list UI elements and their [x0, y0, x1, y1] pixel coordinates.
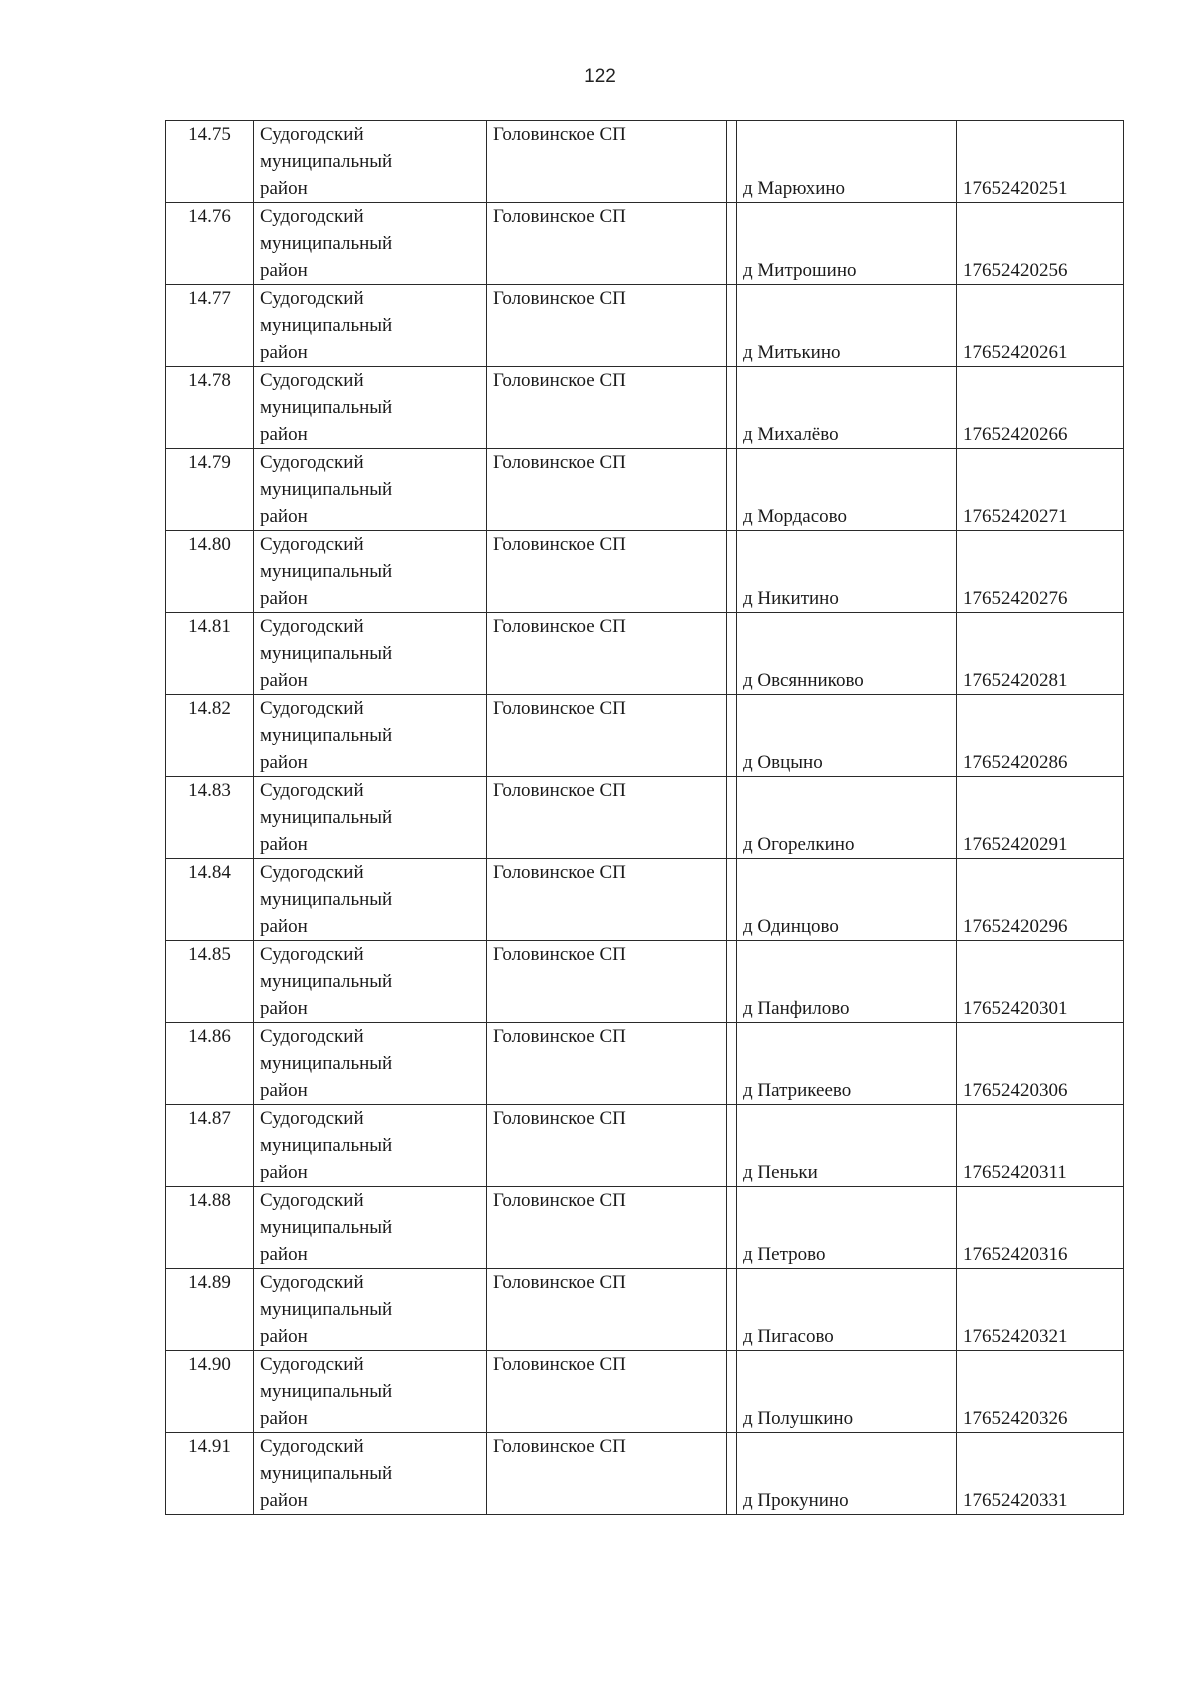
- district-cell: [254, 1269, 487, 1351]
- settlement-cell: Головинское СП: [487, 1105, 727, 1187]
- oktmo-code-cell: 17652420326: [957, 1351, 1124, 1433]
- district-line: Судогодский: [260, 616, 364, 637]
- settlement-cell: Головинское СП: [487, 1433, 727, 1515]
- table-row: [166, 531, 1124, 613]
- column-gap: [727, 1023, 737, 1105]
- table-row: [166, 613, 1124, 695]
- table-row: [166, 859, 1124, 941]
- settlement-cell: Головинское СП: [487, 367, 727, 449]
- row-number: 14.86: [166, 1023, 254, 1105]
- table-row: [166, 1023, 1124, 1105]
- district-line: район: [260, 260, 308, 281]
- district-line: Судогодский: [260, 944, 364, 965]
- district-line: район: [260, 1490, 308, 1511]
- district-line: Судогодский: [260, 1026, 364, 1047]
- district-line: район: [260, 1408, 308, 1429]
- district-line: район: [260, 1244, 308, 1265]
- district-line: муниципальный: [260, 725, 393, 746]
- table-row: [166, 285, 1124, 367]
- district-line: муниципальный: [260, 971, 393, 992]
- row-number: 14.85: [166, 941, 254, 1023]
- oktmo-code-cell: 17652420296: [957, 859, 1124, 941]
- row-number: 14.91: [166, 1433, 254, 1515]
- oktmo-code-cell: 17652420311: [957, 1105, 1124, 1187]
- row-number: 14.75: [166, 121, 254, 203]
- locality-cell: д Пигасово: [737, 1269, 957, 1351]
- table-row: [166, 1351, 1124, 1433]
- district-line: Судогодский: [260, 206, 364, 227]
- district-line: район: [260, 998, 308, 1019]
- page-number: 122: [584, 66, 616, 87]
- district-line: район: [260, 424, 308, 445]
- settlement-cell: Головинское СП: [487, 777, 727, 859]
- locality-cell: д Огорелкино: [737, 777, 957, 859]
- locality-cell: д Овсянниково: [737, 613, 957, 695]
- settlement-cell: Головинское СП: [487, 285, 727, 367]
- locality-cell: д Михалёво: [737, 367, 957, 449]
- oktmo-code-cell: 17652420251: [957, 121, 1124, 203]
- locality-cell: д Овцыно: [737, 695, 957, 777]
- district-line: Судогодский: [260, 1436, 364, 1457]
- oktmo-code-cell: 17652420321: [957, 1269, 1124, 1351]
- table-row: [166, 121, 1124, 203]
- district-line: Судогодский: [260, 780, 364, 801]
- column-gap: [727, 613, 737, 695]
- oktmo-code-cell: 17652420306: [957, 1023, 1124, 1105]
- table-row: [166, 367, 1124, 449]
- locality-cell: д Одинцово: [737, 859, 957, 941]
- column-gap: [727, 1105, 737, 1187]
- district-line: муниципальный: [260, 1463, 393, 1484]
- settlement-cell: Головинское СП: [487, 941, 727, 1023]
- district-line: Судогодский: [260, 452, 364, 473]
- row-number: 14.88: [166, 1187, 254, 1269]
- table-row: [166, 777, 1124, 859]
- locality-cell: д Никитино: [737, 531, 957, 613]
- row-number: 14.82: [166, 695, 254, 777]
- district-line: Судогодский: [260, 370, 364, 391]
- row-number: 14.87: [166, 1105, 254, 1187]
- table-row: [166, 941, 1124, 1023]
- settlement-cell: Головинское СП: [487, 1023, 727, 1105]
- column-gap: [727, 1351, 737, 1433]
- district-cell: [254, 859, 487, 941]
- district-line: муниципальный: [260, 1381, 393, 1402]
- column-gap: [727, 203, 737, 285]
- settlement-cell: Головинское СП: [487, 121, 727, 203]
- district-line: муниципальный: [260, 1135, 393, 1156]
- row-number: 14.89: [166, 1269, 254, 1351]
- oktmo-code-cell: 17652420291: [957, 777, 1124, 859]
- district-cell: [254, 121, 487, 203]
- district-line: район: [260, 342, 308, 363]
- locality-cell: д Прокунино: [737, 1433, 957, 1515]
- district-cell: [254, 203, 487, 285]
- locality-cell: д Панфилово: [737, 941, 957, 1023]
- settlement-cell: Головинское СП: [487, 203, 727, 285]
- district-line: муниципальный: [260, 643, 393, 664]
- district-line: район: [260, 178, 308, 199]
- settlement-cell: Головинское СП: [487, 695, 727, 777]
- district-line: Судогодский: [260, 1108, 364, 1129]
- district-line: муниципальный: [260, 889, 393, 910]
- district-line: Судогодский: [260, 534, 364, 555]
- district-cell: [254, 1023, 487, 1105]
- row-number: 14.90: [166, 1351, 254, 1433]
- district-line: муниципальный: [260, 807, 393, 828]
- column-gap: [727, 695, 737, 777]
- oktmo-code-cell: 17652420281: [957, 613, 1124, 695]
- settlement-cell: Головинское СП: [487, 449, 727, 531]
- column-gap: [727, 449, 737, 531]
- district-line: муниципальный: [260, 151, 393, 172]
- district-line: район: [260, 1162, 308, 1183]
- row-number: 14.80: [166, 531, 254, 613]
- district-line: Судогодский: [260, 862, 364, 883]
- district-line: Судогодский: [260, 288, 364, 309]
- district-cell: [254, 367, 487, 449]
- column-gap: [727, 285, 737, 367]
- column-gap: [727, 531, 737, 613]
- district-line: район: [260, 916, 308, 937]
- district-cell: [254, 1187, 487, 1269]
- settlement-cell: Головинское СП: [487, 1269, 727, 1351]
- locality-cell: д Мордасово: [737, 449, 957, 531]
- district-line: муниципальный: [260, 397, 393, 418]
- oktmo-code-cell: 17652420256: [957, 203, 1124, 285]
- district-line: муниципальный: [260, 1299, 393, 1320]
- oktmo-code-cell: 17652420316: [957, 1187, 1124, 1269]
- district-line: Судогодский: [260, 698, 364, 719]
- district-line: муниципальный: [260, 479, 393, 500]
- locality-cell: д Митькино: [737, 285, 957, 367]
- district-cell: [254, 531, 487, 613]
- district-cell: [254, 1433, 487, 1515]
- district-cell: [254, 285, 487, 367]
- locality-cell: д Петрово: [737, 1187, 957, 1269]
- row-number: 14.84: [166, 859, 254, 941]
- row-number: 14.81: [166, 613, 254, 695]
- table-row: [166, 1269, 1124, 1351]
- column-gap: [727, 941, 737, 1023]
- settlement-cell: Головинское СП: [487, 859, 727, 941]
- column-gap: [727, 1433, 737, 1515]
- district-line: район: [260, 506, 308, 527]
- table-row: [166, 203, 1124, 285]
- oktmo-code-cell: 17652420331: [957, 1433, 1124, 1515]
- district-line: район: [260, 588, 308, 609]
- oktmo-code-cell: 17652420286: [957, 695, 1124, 777]
- oktmo-code-cell: 17652420276: [957, 531, 1124, 613]
- registry-table-body: [166, 121, 1124, 1515]
- column-gap: [727, 859, 737, 941]
- district-line: район: [260, 1080, 308, 1101]
- district-line: район: [260, 670, 308, 691]
- settlement-cell: Головинское СП: [487, 531, 727, 613]
- row-number: 14.79: [166, 449, 254, 531]
- district-line: Судогодский: [260, 1272, 364, 1293]
- column-gap: [727, 777, 737, 859]
- district-cell: [254, 941, 487, 1023]
- district-line: муниципальный: [260, 233, 393, 254]
- row-number: 14.76: [166, 203, 254, 285]
- locality-cell: д Пеньки: [737, 1105, 957, 1187]
- registry-table: [165, 120, 1124, 1515]
- settlement-cell: Головинское СП: [487, 613, 727, 695]
- district-cell: [254, 1105, 487, 1187]
- row-number: 14.83: [166, 777, 254, 859]
- locality-cell: д Полушкино: [737, 1351, 957, 1433]
- district-cell: [254, 613, 487, 695]
- oktmo-code-cell: 17652420261: [957, 285, 1124, 367]
- district-line: муниципальный: [260, 561, 393, 582]
- district-cell: [254, 449, 487, 531]
- district-line: муниципальный: [260, 315, 393, 336]
- locality-cell: д Патрикеево: [737, 1023, 957, 1105]
- table-row: [166, 449, 1124, 531]
- locality-cell: д Марюхино: [737, 121, 957, 203]
- district-line: муниципальный: [260, 1053, 393, 1074]
- table-row: [166, 1433, 1124, 1515]
- oktmo-code-cell: 17652420271: [957, 449, 1124, 531]
- column-gap: [727, 121, 737, 203]
- district-line: район: [260, 1326, 308, 1347]
- row-number: 14.77: [166, 285, 254, 367]
- locality-cell: д Митрошино: [737, 203, 957, 285]
- district-line: Судогодский: [260, 124, 364, 145]
- table-row: [166, 1105, 1124, 1187]
- column-gap: [727, 367, 737, 449]
- district-line: Судогодский: [260, 1354, 364, 1375]
- district-line: район: [260, 752, 308, 773]
- column-gap: [727, 1187, 737, 1269]
- column-gap: [727, 1269, 737, 1351]
- settlement-cell: Головинское СП: [487, 1187, 727, 1269]
- district-cell: [254, 695, 487, 777]
- district-line: район: [260, 834, 308, 855]
- row-number: 14.78: [166, 367, 254, 449]
- settlement-cell: Головинское СП: [487, 1351, 727, 1433]
- district-cell: [254, 777, 487, 859]
- district-line: Судогодский: [260, 1190, 364, 1211]
- oktmo-code-cell: 17652420266: [957, 367, 1124, 449]
- district-line: муниципальный: [260, 1217, 393, 1238]
- table-row: [166, 695, 1124, 777]
- oktmo-code-cell: 17652420301: [957, 941, 1124, 1023]
- table-row: [166, 1187, 1124, 1269]
- district-cell: [254, 1351, 487, 1433]
